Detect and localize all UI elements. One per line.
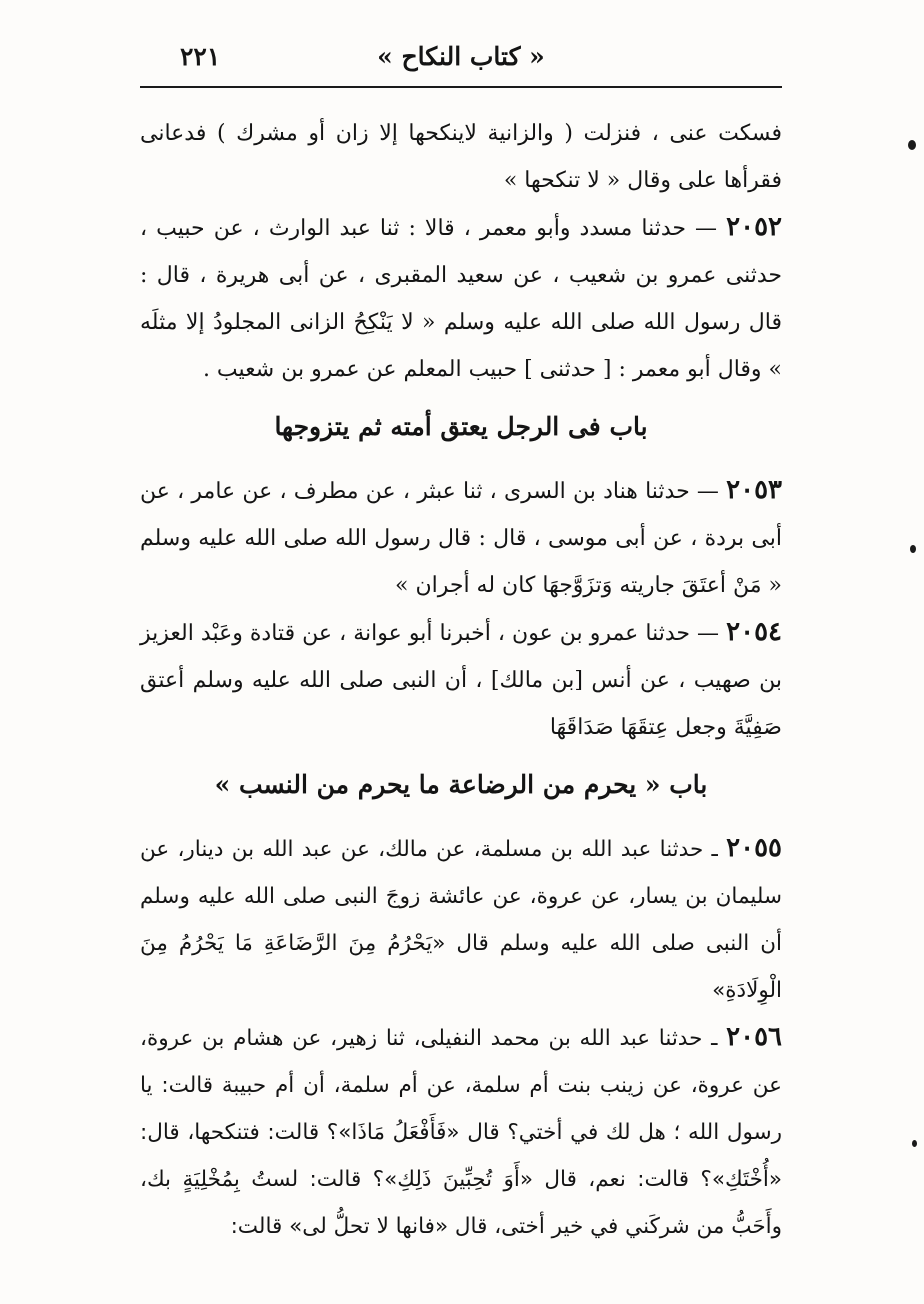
paragraph-text: فسكت عنى ، فنزلت ( والزانية لاينكحها إلا زان أو مشرك ) فدعانى فقرأها على وقال « لا تنكحها » [140, 121, 782, 193]
hadith-2054 [140, 609, 782, 751]
hadith-text: ـ حدثنا عبد الله بن محمد النفيلى، ثنا زهير، عن هشام بن عروة، عن عروة، عن زينب بنت أم سلمة، عن أم سلمة، أن أم حبيبة قالت: يا رسول الله ؛ هل لك في أختي؟ قال «فَأَفْعَلُ مَاذَا»؟ قالت: فتنكحها، قال: «أُخْتَكِ»؟ قالت: نعم، قال «أَوَ تُحِبِّينَ ذَلِكِ»؟ قالت: لستُ بِمُخْلِيَةٍ بك، وأَحَبُّ من شركَني في خير أختى، قال «فانها لا تحلُّ لى» قالت: [140, 1026, 782, 1239]
hadith-2056 [140, 1014, 782, 1250]
chapter-heading: باب فى الرجل يعتق أمته ثم يتزوجها [274, 412, 648, 441]
hadith-2055 [140, 825, 782, 1014]
hadith-number: ٢٠٥٢ [726, 212, 782, 242]
hadith-2053 [140, 467, 782, 609]
hadith-number: ٢٠٥٥ [726, 833, 782, 863]
scan-speck [908, 140, 916, 150]
page-body [140, 110, 782, 1250]
scan-speck [912, 1140, 917, 1147]
page-number: ٢٢١ [180, 42, 221, 71]
hadith-2052 [140, 204, 782, 393]
hadith-number: ٢٠٥٣ [726, 475, 783, 505]
hadith-text: ـ حدثنا عبد الله بن مسلمة، عن مالك، عن عبد الله بن دينار، عن سليمان بن يسار، عن عروة، عن عائشة زوجَ النبى صلى الله عليه وسلم أن النبى صلى الله عليه وسلم قال «يَحْرُمُ مِنَ الرَّضَاعَةِ مَا يَحْرُمُ مِنَ الْوِلَادَةِ» [140, 837, 782, 1003]
running-title: « كتاب النكاح » [377, 42, 545, 71]
hadith-text: — حدثنا مسدد وأبو معمر ، قالا : ثنا عبد الوارث ، عن حبيب ، حدثنى عمرو بن شعيب ، عن سعيد المقبرى ، عن أبى هريرة ، قال : قال رسول الله صلى الله عليه وسلم « لا يَنْكِحُ الزانى المجلودُ إلا مثلَه » وقال أبو معمر : [ حدثنى ] حبيب المعلم عن عمرو بن شعيب . [140, 216, 782, 382]
continuation-paragraph [140, 110, 782, 204]
hadith-number: ٢٠٥٤ [726, 617, 782, 647]
chapter-heading: باب « يحرم من الرضاعة ما يحرم من النسب » [214, 770, 708, 799]
book-page [140, 28, 782, 1278]
header-rule [140, 86, 782, 88]
page-header [140, 28, 782, 90]
hadith-number: ٢٠٥٦ [726, 1022, 782, 1052]
hadith-text: — حدثنا عمرو بن عون ، أخبرنا أبو عوانة ، عن قتادة وعَبْد العزيز بن صهيب ، عن أنس [بن مالك] ، أن النبى صلى الله عليه وسلم أعتق صَفِيَّةَ وجعل عِتقَهَا صَدَاقَهَا [140, 621, 782, 740]
hadith-text: — حدثنا هناد بن السرى ، ثنا عبثر ، عن مطرف ، عن عامر ، عن أبى بردة ، عن أبى موسى ، قال : قال رسول الله صلى الله عليه وسلم « مَنْ أعتَقَ جاريته وَتزَوَّجهَا كان له أجران » [140, 479, 782, 598]
scan-speck [910, 545, 916, 553]
